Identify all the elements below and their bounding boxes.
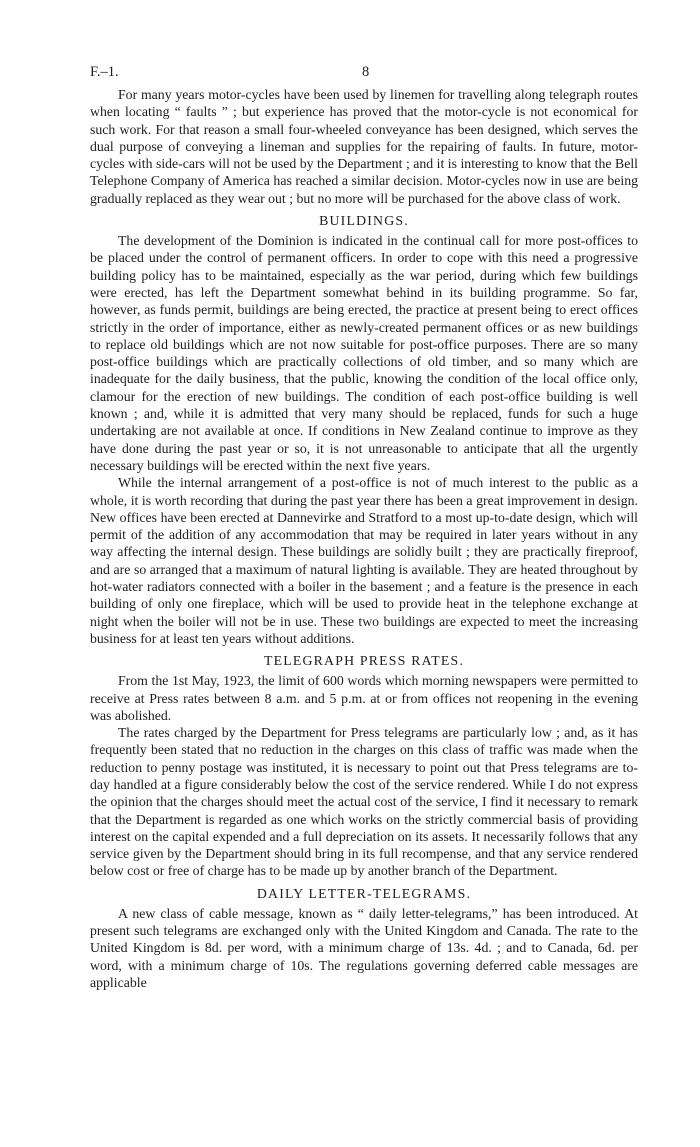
heading-buildings: BUILDINGS. [319, 213, 409, 229]
telegraph-press-rates-section [90, 652, 638, 880]
page-header [90, 64, 638, 86]
heading-telegraph-press-rates: TELEGRAPH PRESS RATES. [263, 653, 465, 669]
document-code: F.–1. [90, 64, 119, 80]
paragraph-press-limit: From the 1st May, 1923, the limit of 600 words which morning newspapers were permitted to receive at Press rates between 8 a.m. and 5 p.m. at or from offices not reopening in the evening was abolished. [90, 673, 638, 723]
paragraph-buildings-development: The development of the Dominion is indicated in the continual call for more post-offices to be placed under the control of permanent officers. In order to cope with this need a progressive building policy has to be maintained, especially as the war period, during which few buildings were erected, has left the Department somewhat behind in its building programme. So far, however, as funds permit, buildings are being erected, the practice at present being to erect offices strictly in the order of importance, either as newly-created permanent offices or as new buildings to replace old buildings which are not now suitable for post-office purposes. There are so many post-office buildings which are practically collections of old timber, and so many which are inadequate for the daily business, that the public, knowing the condition of the local office only, clamour for the erection of new buildings. The condition of each post-office building is well known ; and, while it is admitted that very many should be replaced, funds for such a huge undertaking are not available at once. If conditions in New Zealand continue to improve as they have done during the past year or so, it is not unreasonable to anticipate that all the urgently necessary buildings will be erected within the next five years. [90, 233, 638, 473]
paragraph-motor-cycles: For many years motor-cycles have been used by linemen for travelling along telegraph routes when locating “ faults ” ; but experience has proved that the motor-cycle is not economical for such work. For that reason a small four-wheeled conveyance has been designed, which serves the dual purpose of conveying a lineman and supplies for the repairing of faults. In future, motor-cycles with side-cars will not be used by the Department ; and it is interesting to know that the Bell Telephone Company of America has reached a similar decision. Motor-cycles now in use are being gradually replaced as they wear out ; but no more will be purchased for the above class of work. [90, 87, 638, 206]
paragraph-letter-telegrams: A new class of cable message, known as “ daily letter-telegrams,” has been introduced. At present such telegrams are exchanged only with the United Kingdom and Canada. The rate to the United Kingdom is 8d. per word, with a minimum charge of 13s. 4d. ; and to Canada, 6d. per word, with a minimum charge of 10s. The regulations governing deferred cable messages are applicable [90, 905, 638, 990]
buildings-section [90, 212, 638, 647]
paragraph-buildings-design: While the internal arrangement of a post-office is not of much interest to the public as a whole, it is worth recording that during the past year there has been a great improvement in design. New offices have been erected at Dannevirke and Stratford to a most up-to-date design, which will permit of the addition of any accommodation that may be required in later years without in any way affecting the internal design. These buildings are solidly built ; they are practically fireproof, and are so arranged that a maximum of natural lighting is available. They are heated throughout by hot-water radiators connected with a boiler in the basement ; and a feature is the presence in each building of only one fireplace, which will be used to provide heat in the telephone exchange at night when the boiler will not be in use. These two buildings are expected to meet the increasing business for at least ten years without additions. [90, 475, 638, 646]
intro-section [90, 86, 638, 207]
daily-letter-telegrams-section [90, 885, 638, 991]
paragraph-press-charges: The rates charged by the Department for Press telegrams are particularly low ; and, as it has frequently been stated that no reduction in the charges on this class of traffic was made when the reduction to penny postage was instituted, it is necessary to point out that Press telegrams are to-day handled at a figure considerably below the cost of the service rendered. While I do not express the opinion that the charges should meet the actual cost of the service, I find it necessary to remark that the Department is regarded as one which works on the strictly commercial basis of providing interest on the capital expended and a full depreciation on its assets. It necessarily follows that any service given by the Department should bring in its full recompense, and that any service rendered below cost or free of charge has to be made up by another branch of the Department. [90, 725, 638, 879]
heading-daily-letter-telegrams: DAILY LETTER-TELEGRAMS. [256, 885, 472, 901]
page-number: 8 [362, 64, 370, 80]
